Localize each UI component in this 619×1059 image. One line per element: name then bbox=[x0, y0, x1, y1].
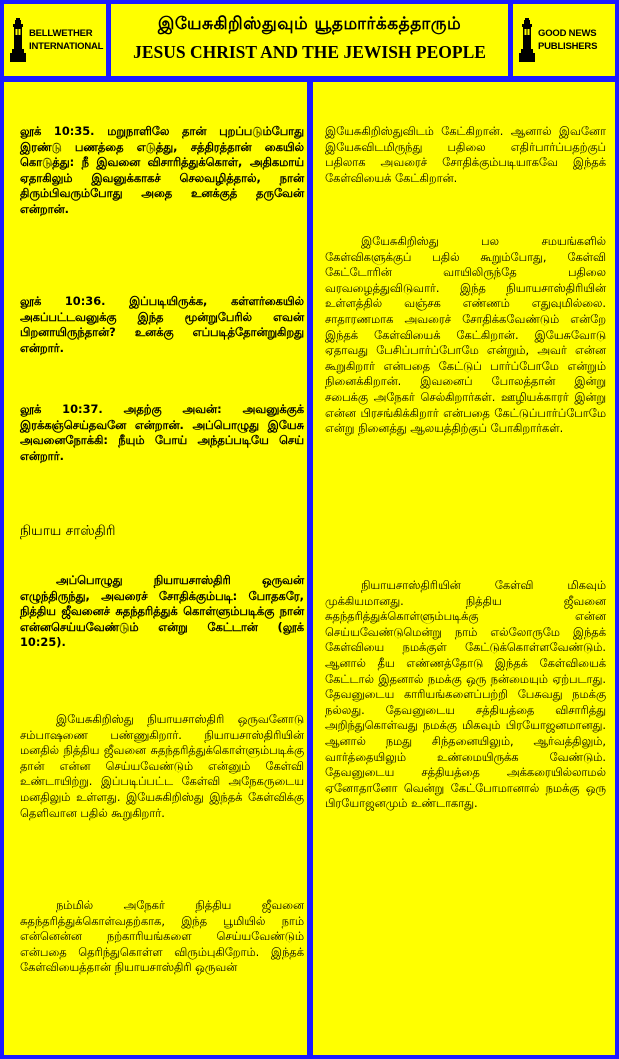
left-column bbox=[4, 82, 307, 1055]
right-column bbox=[313, 82, 615, 1055]
left-logo-line2: INTERNATIONAL bbox=[29, 41, 104, 52]
right-logo-line2: PUBLISHERS bbox=[538, 41, 598, 52]
bellwether-logo-icon bbox=[10, 18, 26, 62]
title-tamil: இயேசுகிறிஸ்துவும் யூதமார்க்கத்தாரும் bbox=[157, 14, 462, 34]
right-logo-line1: GOOD NEWS bbox=[538, 28, 597, 39]
left-paragraph-2: லூக் 10:36. இப்படியிருக்க, கள்ளர்கையில் அகப்பட்டவனுக்கு இந்த மூன்றுபேரில் எவன் பிறனாயிருந்தான்? உனக்கு எப்படித்தோன்றுகிறது என்றார். bbox=[20, 294, 304, 355]
section-heading: நியாய சாஸ்திரி bbox=[20, 523, 116, 539]
right-paragraph-2: இயேசுகிறிஸ்து பல சமயங்களில் கேள்விகளுக்குப் பதில் கூறும்போது, கேள்வி கேட்டோரின் வாயிலிருந்தே பதிலை வரவழைத்துவிடுவார். இந்த நியாயசாஸ்திரியின் உள்ளத்தில் வஞ்சக எண்ணம் எதுவுமில்லை. சாதாரணமாக அவரைச் சோதிக்கவேண்டும் என்றே இந்தக் கேள்வியைக் கேட்கிறான். இயேசுவோடு ஏதாவது பேசிப்பார்ப்போமே என்றும், அவர் என்ன கூறுகிறார் என்பதை கேட்டுப் பார்ப்போமே என்றும் நினைக்கிறான். இவனைப் போலத்தான் இன்று சபைக்கு அநேகர் செல்கிறார்கள். ஊழியக்காரர் இன்று என்ன பிரசங்கிக்கிறார் என்பதை கேட்டுப்பார்ப்போமே என்று நினைத்து ஆலயத்திற்குப் போகிறார்கள். bbox=[325, 234, 606, 436]
good-news-logo-icon bbox=[519, 18, 535, 62]
good-news-logo bbox=[513, 4, 615, 76]
title-english: JESUS CHRIST AND THE JEWISH PEOPLE bbox=[133, 42, 486, 62]
left-paragraph-5: இயேசுகிறிஸ்து நியாயசாஸ்திரி ஒருவனோடு சம்பாஷணை பண்ணுகிறார். நியாயசாஸ்திரியின் மனதில் நித்திய ஜீவனை சுதந்தரித்துக்கொள்ளும்படிக்கு தான் என்ன செய்யவேண்டும் என்னும் கேள்வி உண்டாயிற்று. இப்படிப்பட்ட கேள்வி அநேகருடைய மனதிலும் உள்ளது. இயேசுகிறிஸ்து இந்தக் கேள்விக்கு தெளிவான பதில் கூறுகிறார். bbox=[20, 712, 304, 820]
bellwether-logo bbox=[4, 4, 106, 76]
left-paragraph-1: லூக் 10:35. மறுநாளிலே தான் புறப்படும்போது இரண்டு பணத்தை எடுத்து, சத்திரத்தான் கையில் கொடுத்து: நீ இவனை விசாரித்துக்கொள், அதிகமாய் ஏதாகிலும் இவனுக்காகச் செலவழித்தால், நான் திரும்பிவரும்போது அதை உனக்குத் தருவேன் என்றான். bbox=[20, 124, 304, 216]
right-paragraph-3: நியாயசாஸ்திரியின் கேள்வி மிகவும் முக்கியமானது. நித்திய ஜீவனை சுதந்தரித்துக்கொள்ளும்படிக்கு என்ன செய்யவேண்டுமென்று நாம் எல்லோருமே இந்தக் கேள்வியை நமக்குள் கேட்டுக்கொள்ளவேண்டும். ஆனால் தீய எண்ணத்தோடு இந்தக் கேள்வியைக் கேட்டால் இதனால் நமக்கு ஒரு நன்மையும் ஏற்படாது. தேவனுடைய காரியங்களைப்பற்றி பேசுவது நமக்கு நல்லது. தேவனுடைய சத்தியத்தை விசாரித்து அறிந்துகொள்வது நமக்கு மிகவும் பிரயோஜனமானது. ஆனால் நமது சிந்தனையிலும், ஆர்வத்திலும், வார்த்தையிலும் உண்மையிருக்க வேண்டும். தேவனுடைய சத்தியத்தை அக்கரையில்லாமல் ஏனோதானோ வென்று கேட்போமானால் நமக்கு ஒரு பிரயோஜனமும் உண்டாகாது. bbox=[325, 578, 606, 811]
left-paragraph-4: அப்பொழுது நியாயசாஸ்திரி ஒருவன் எழுந்திருந்து, அவரைச் சோதிக்கும்படி: போதகரே, நித்திய ஜீவனைச் சுதந்தரித்துக் கொள்ளும்படிக்கு நான் என்னசெய்யவேண்டும் என்று கேட்டான் (லூக் 10:25). bbox=[20, 573, 304, 650]
left-logo-line1: BELLWETHER bbox=[29, 28, 93, 39]
left-paragraph-6: நம்மில் அநேகர் நித்திய ஜீவனை சுதந்தரித்துக்கொள்வதற்காக, இந்த பூமியில் நாம் என்னென்ன நற்காரியங்களை செய்யவேண்டும் என்பதை தெரிந்துகொள்ள விரும்புகிறோம். இந்தக் கேள்வியைத்தான் நியாயசாஸ்திரி ஒருவன் bbox=[20, 898, 304, 975]
title-box bbox=[111, 4, 508, 76]
left-paragraph-3: லூக் 10:37. அதற்கு அவன்: அவனுக்குக் இரக்கஞ்செய்தவனே என்றான். அப்பொழுது இயேசு அவனைநோக்கி: நீயும் போய் அந்தப்படியே செய் என்றார். bbox=[20, 402, 304, 463]
right-paragraph-1: இயேசுகிறிஸ்துவிடம் கேட்கிறான். ஆனால் இவனோ இயேசுவிடமிருந்து பதிலை எதிர்பார்ப்பதற்குப் பதிலாக அவரைச் சோதிக்கும்படியாகவே இந்தக் கேள்வியைக் கேட்கிறான். bbox=[325, 124, 606, 185]
